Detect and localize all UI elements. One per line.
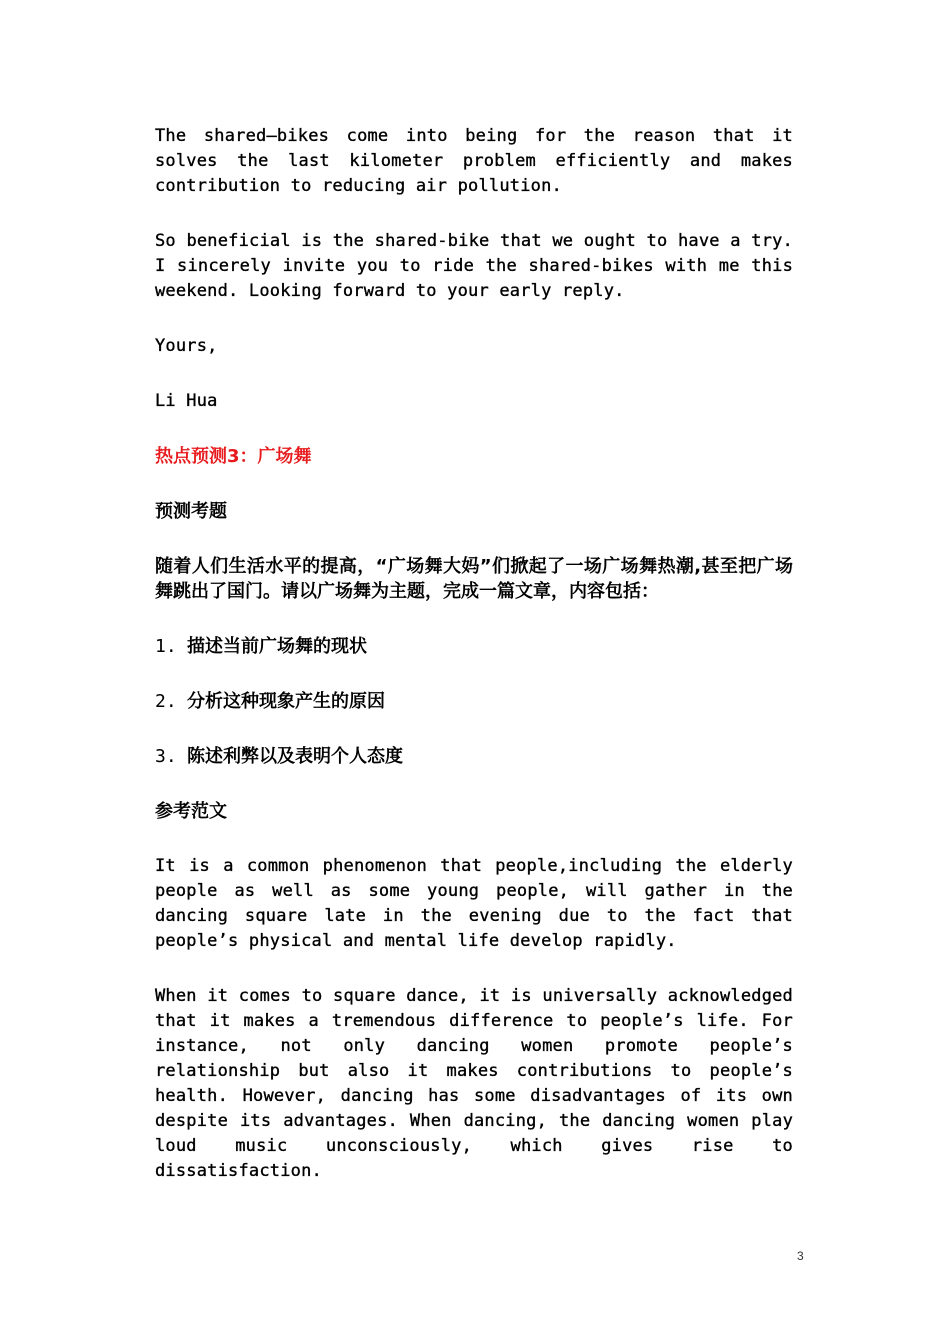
section-heading: 热点预测3：广场舞 [155, 446, 312, 467]
sample-paragraph: When it comes to square dance, it is universally acknowledged that it makes a tremendous difference to people’s life. For instance, not only dancing women promote people’s relationship but also it makes contributions to people’s health. However, dancing has some disadvantages of its own despite its advantages. When dancing, the dancing women play loud music unconsciously, which gives rise to dissatisfaction. [155, 986, 793, 1181]
document-page [155, 124, 793, 1214]
requirement-item [155, 744, 793, 769]
requirement-text: 陈述利弊以及表明个人态度 [187, 746, 403, 767]
requirement-number: 3. [155, 746, 177, 767]
letter-signature: Li Hua [155, 391, 218, 411]
paragraph-shared-bikes-benefit: The shared—bikes come into being for the reason that it solves the last kilometer problem efficiently and makes contribution to reducing air pollution. [155, 126, 793, 196]
paragraph-invitation: So beneficial is the shared-bike that we ought to have a try. I sincerely invite you to ride the shared-bikes with me this weekend. Looking forward to your early reply. [155, 231, 793, 301]
subheading-sample-essay: 参考范文 [155, 801, 227, 822]
requirement-item [155, 689, 793, 714]
page-number: 3 [797, 1249, 804, 1263]
requirement-item [155, 634, 793, 659]
letter-closing: Yours, [155, 336, 218, 356]
subheading-question: 预测考题 [155, 501, 227, 522]
requirement-number: 2. [155, 691, 177, 712]
requirement-text: 分析这种现象产生的原因 [187, 691, 385, 712]
requirement-text: 描述当前广场舞的现状 [187, 636, 367, 657]
sample-paragraph: It is a common phenomenon that people,including the elderly people as well as some young people, will gather in the dancing square late in the evening due to the fact that people’s physical and mental life develop rapidly. [155, 856, 793, 951]
question-text: 随着人们生活水平的提高，“广场舞大妈”们掀起了一场广场舞热潮,甚至把广场舞跳出了国门。请以广场舞为主题，完成一篇文章，内容包括： [155, 556, 793, 602]
requirement-number: 1. [155, 636, 177, 657]
